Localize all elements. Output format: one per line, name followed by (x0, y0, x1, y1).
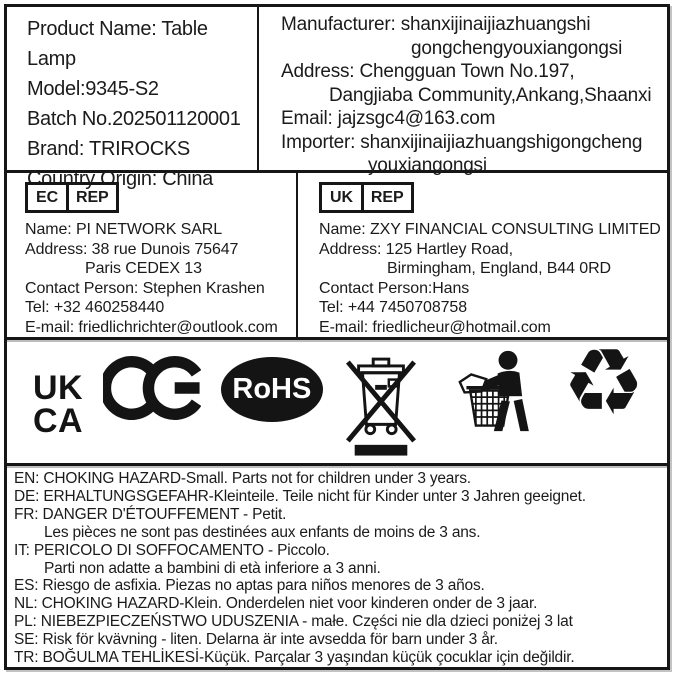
ec-rep-name: Name: PI NETWORK SARL (25, 221, 223, 238)
warning-tr: TR: BOĞULMA TEHLİKESİ-Küçük. Parçalar 3 yaşından küçük çocuklar için değildir. (14, 649, 575, 667)
manufacturer-line: Manufacturer: shanxijinaijiazhuangshi (281, 14, 591, 35)
uk-rep-email: E-mail: friedlicheur@hotmail.com (319, 318, 551, 336)
warning-en: EN: CHOKING HAZARD-Small. Parts not for children under 3 years. (14, 470, 471, 488)
product-name: Product Name: Table Lamp (27, 18, 208, 70)
importer-line-cont: youxiangongsi (368, 155, 487, 176)
rohs-badge-icon (221, 357, 323, 422)
warning-de: DE: ERHALTUNGSGEFAHR-Kleinteile. Teile nicht für Kinder unter 3 Jahren geeignet. (14, 487, 586, 505)
product-model: Model:9345-S2 (27, 78, 159, 100)
uk-rep-contact: Contact Person:Hans (319, 279, 470, 297)
warning-fr-cont: Les pièces ne sont pas destinées aux enfants de moins de 3 ans. (44, 523, 481, 541)
ec-rep-address-cont: Paris CEDEX 13 (85, 260, 202, 277)
weee-crossed-bin-icon (343, 346, 419, 456)
uk-rep-address-cont: Birmingham, England, B44 0RD (387, 260, 611, 277)
product-batch-no: Batch No.202501120001 (27, 108, 241, 130)
compliance-icons-row (7, 329, 667, 466)
manufacturer-line-cont: gongchengyouxiangongsi (411, 37, 623, 59)
ec-rep-badge-icon (25, 182, 119, 213)
warning-se: SE: Risk för kvävning - liten. Delarna är inte avsedda för barn under 3 år. (14, 631, 498, 649)
ec-rep-panel (7, 173, 298, 337)
ec-rep-address: Address: 38 rue Dunois 75647 (25, 240, 239, 258)
uk-rep-panel (298, 173, 667, 337)
ec-rep-badge-right: REP (76, 189, 109, 206)
ukca-line1: UK (33, 369, 84, 407)
manufacturer-address: Address: Chengguan Town No.197, (281, 61, 575, 82)
product-country-origin: Country Origin: China (27, 168, 214, 190)
manufacturer-address-cont: Dangjiaba Community,Ankang,Shaanxi (329, 84, 652, 106)
warning-pl: PL: NIEBEZPIECZEŃSTWO UDUSZENIA - małe. Części nie dla dzieci poniżej 3 lat (14, 613, 573, 631)
uk-rep-badge-left: UK (322, 185, 364, 210)
ce-mark-icon (103, 352, 201, 424)
warning-es: ES: Riesgo de asfixia. Piezas no aptas para niños menores de 3 años. (14, 577, 485, 595)
uk-rep-name: Name: ZXY FINANCIAL CONSULTING LIMITED (319, 221, 661, 238)
warning-it-cont: Parti non adatte a bambini di età inferiore a 3 anni. (44, 559, 381, 577)
representatives-row (7, 173, 667, 340)
warning-it: IT: PERICOLO DI SOFFOCAMENTO - Piccolo. (14, 541, 330, 559)
multilingual-warnings-panel (7, 466, 667, 667)
ukca-line2: CA (33, 402, 84, 440)
importer-line: Importer: shanxijinaijiazhuangshigongcheng (281, 131, 643, 153)
uk-rep-badge-right: REP (370, 189, 404, 206)
tidy-man-icon (439, 346, 543, 436)
uk-rep-badge-icon (319, 182, 414, 213)
recycling-symbol-icon: ♻ (562, 329, 645, 436)
ec-rep-tel: Tel: +32 460258440 (25, 299, 165, 316)
top-info-row (7, 7, 667, 190)
ec-rep-contact: Contact Person: Stephen Krashen (25, 279, 265, 297)
manufacturer-info-panel (259, 7, 667, 176)
manufacturer-email: Email: jajzsgc4@163.com (281, 108, 496, 129)
ec-rep-badge-left: EC (28, 185, 69, 210)
product-label (4, 4, 670, 670)
product-info-panel (7, 7, 259, 190)
ukca-mark-icon (33, 369, 84, 440)
uk-rep-tel: Tel: +44 7450708758 (319, 299, 468, 316)
warning-fr: FR: DANGER D'ÉTOUFFEMENT - Petit. (14, 505, 287, 523)
rohs-label: RoHS (232, 373, 312, 405)
warning-nl: NL: CHOKING HAZARD-Klein. Onderdelen niet voor kinderen onder de 3 jaar. (14, 595, 538, 613)
uk-rep-address: Address: 125 Hartley Road, (319, 240, 513, 258)
ec-rep-email: E-mail: friedlichrichter@outlook.com (25, 318, 278, 336)
product-brand: Brand: TRIROCKS (27, 138, 190, 160)
